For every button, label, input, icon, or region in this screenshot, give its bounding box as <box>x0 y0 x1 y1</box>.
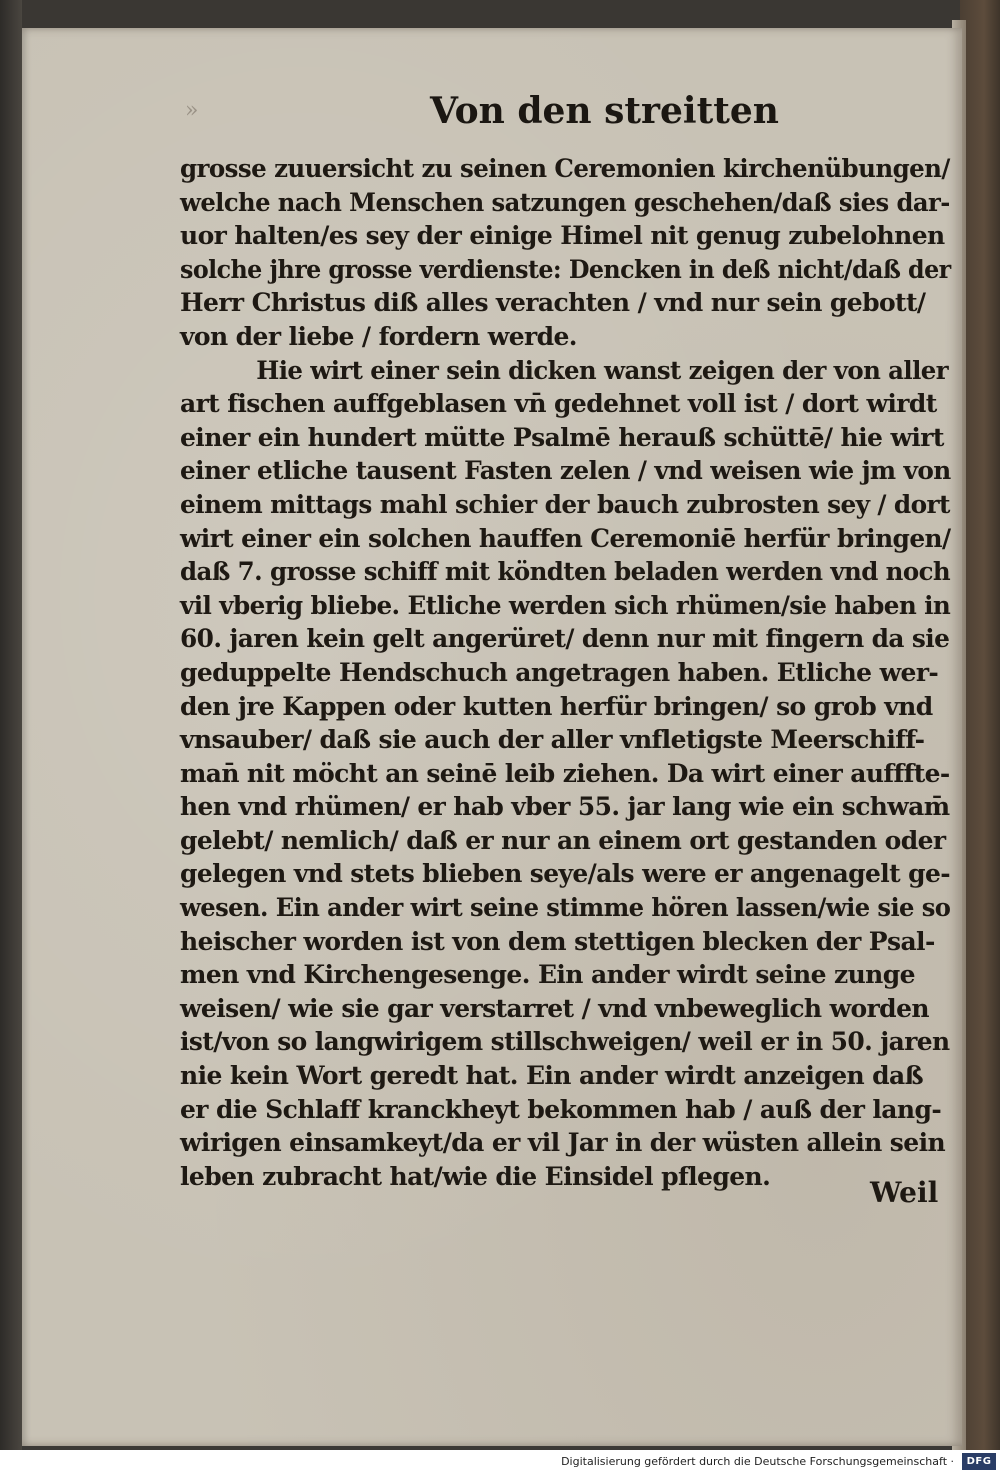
text-line: art fischen auffgeblasen vn̄ gedehnet voll ist / dort wirdt <box>180 389 937 419</box>
text-line: daß 7. grosse schiff mit köndten beladen werden vnd noch <box>180 557 951 587</box>
text-line: uor halten/es sey der einige Himel nit genug zubelohnen <box>180 221 945 251</box>
text-line: gelegen vnd stets blieben seye/als were er angenagelt ge- <box>180 859 950 889</box>
binding-left <box>0 0 22 1450</box>
text-line: leben zubracht hat/wie die Einsidel pflegen. <box>180 1161 771 1191</box>
text-line: er die Schlaff kranckheyt bekommen hab / auß der lang- <box>180 1094 942 1124</box>
text-line: Hie wirt einer sein dicken wanst zeigen der von aller <box>256 355 949 385</box>
text-line: nie kein Wort geredt hat. Ein ander wirdt anzeigen daß <box>180 1061 924 1091</box>
text-line: grosse zuuersicht zu seinen Ceremonien kirchenübungen/ <box>180 154 950 183</box>
text-line: vil vberig bliebe. Etliche werden sich rhümen/sie haben in <box>180 590 951 620</box>
text-line: solche jhre grosse verdienste: Dencken in deß nicht/daß der <box>180 254 951 284</box>
text-line: von der liebe / fordern werde. <box>180 321 577 351</box>
text-line: einer etliche tausent Fasten zelen / vnd weisen wie jm von <box>180 456 951 486</box>
text-line: welche nach Menschen satzungen geschehen/daß sies dar- <box>180 187 950 217</box>
catchword: Weil <box>870 1176 939 1209</box>
running-head: Von den streitten <box>430 90 779 132</box>
text-line: hen vnd rhümen/ er hab vber 55. jar lang wie ein schwam̄ <box>180 792 950 822</box>
text-line: gelebt/ nemlich/ daß er nur an einem ort gestanden oder <box>180 825 946 855</box>
text-line: den jre Kappen oder kutten herfür bringen/ so grob vnd <box>180 691 933 721</box>
ink-smudge: » <box>185 98 199 123</box>
text-line: wirt einer ein solchen hauffen Ceremoniē herfür bringen/ <box>180 523 951 553</box>
text-line: ist/von so langwirigem stillschweigen/ weil er in 50. jaren <box>180 1027 950 1057</box>
text-line: geduppelte Hendschuch angetragen haben. Etliche wer- <box>180 657 939 687</box>
funding-credit: Digitalisierung gefördert durch die Deutsche Forschungsgemeinschaft · <box>561 1455 954 1468</box>
dfg-logo: DFG <box>962 1453 996 1470</box>
text-line: wesen. Ein ander wirt seine stimme hören lassen/wie sie so <box>180 893 951 923</box>
text-line: vnsauber/ daß sie auch der aller vnfletigste Meerschiff- <box>180 725 925 755</box>
text-line: 60. jaren kein gelt angerüret/ denn nur mit fingern da sie <box>180 624 950 654</box>
text-line: wirigen einsamkeyt/da er vil Jar in der wüsten allein sein <box>180 1128 946 1158</box>
text-line: man̄ nit möcht an seinē leib ziehen. Da wirt einer aufffte- <box>180 758 950 788</box>
binding-top <box>0 0 1000 30</box>
text-line: einer ein hundert mütte Psalmē herauß schüttē/ hie wirt <box>180 422 944 452</box>
text-line: einem mittags mahl schier der bauch zubrosten sey / dort <box>180 489 950 519</box>
text-line: men vnd Kirchengesenge. Ein ander wirdt seine zunge <box>180 960 915 990</box>
body-text <box>180 152 950 1193</box>
text-line: Herr Christus diß alles verachten / vnd nur sein gebott/ <box>180 288 926 318</box>
binding-right <box>960 0 1000 1450</box>
text-line: weisen/ wie sie gar verstarret / vnd vnbeweglich worden <box>180 993 929 1023</box>
text-line: heischer worden ist von dem stettigen blecken der Psal- <box>180 926 935 956</box>
